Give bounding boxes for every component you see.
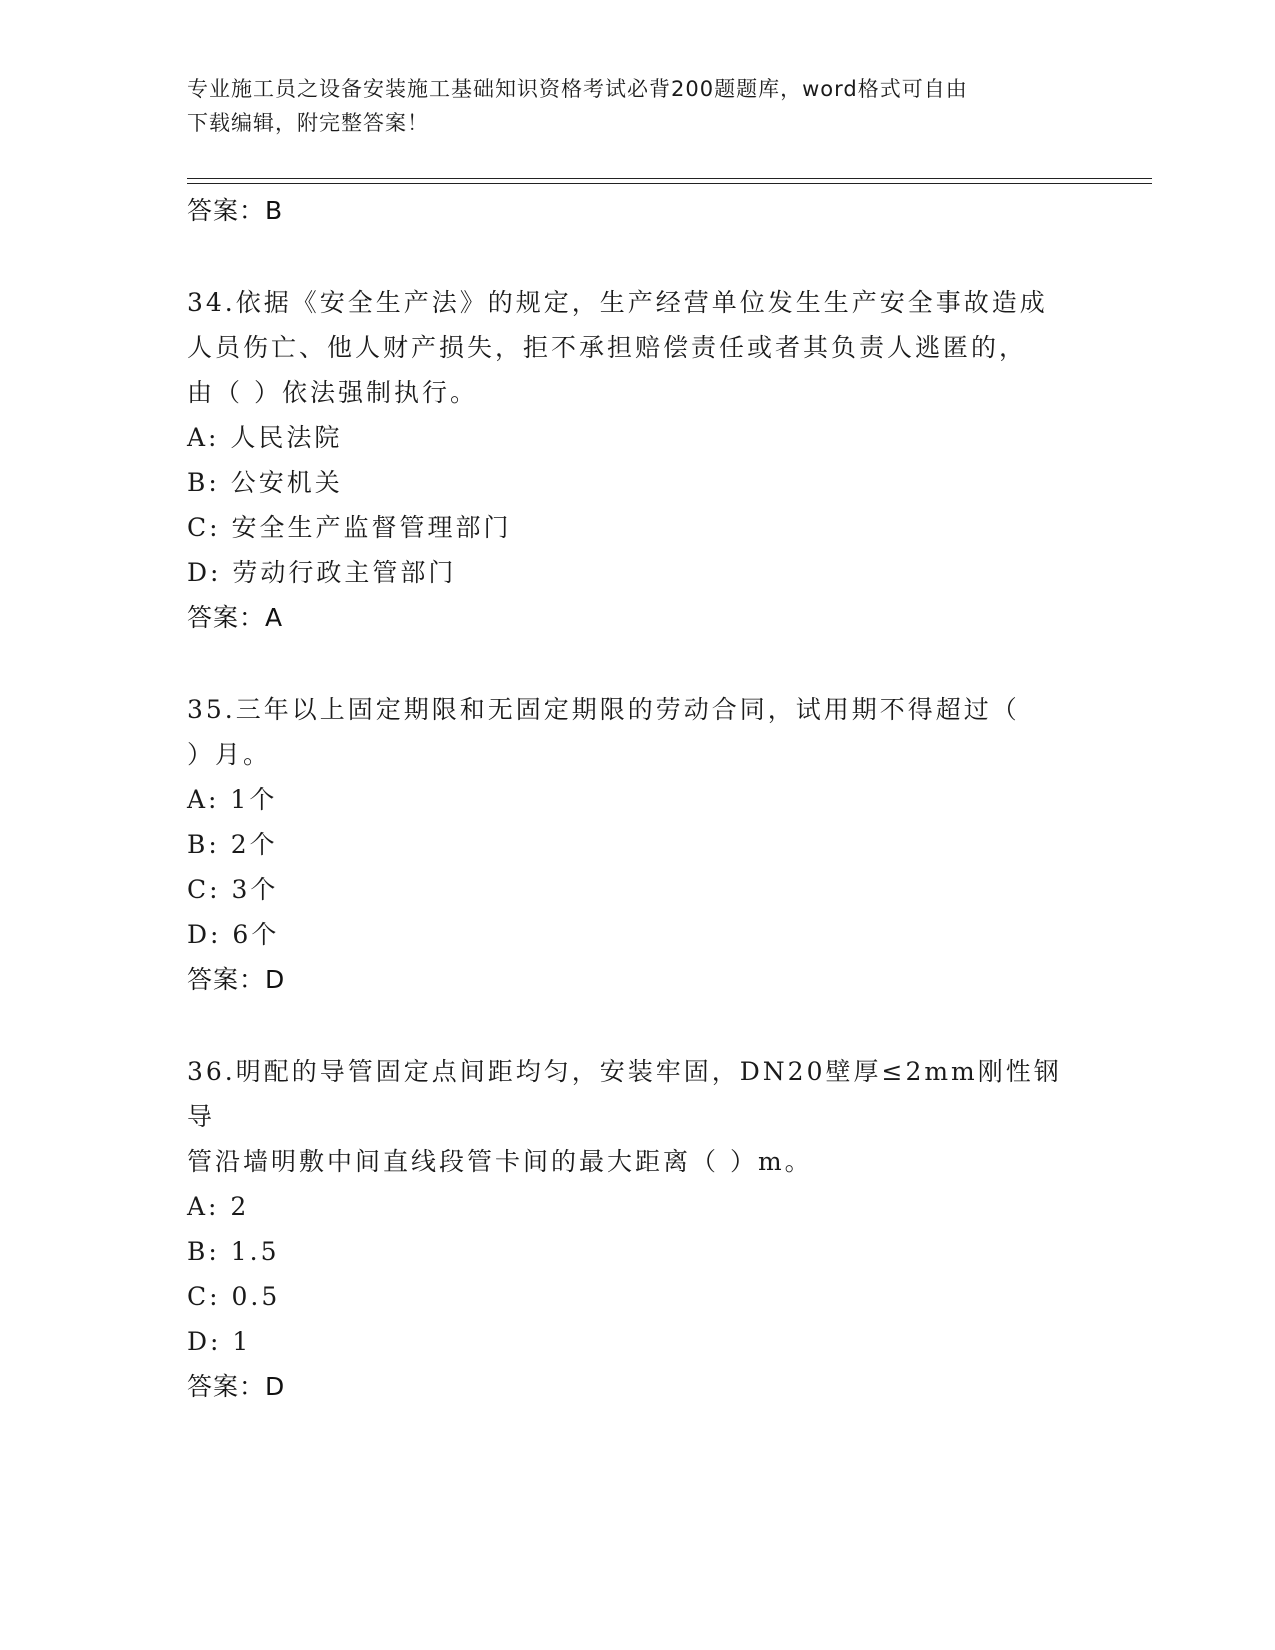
option-d: D: 1	[187, 1327, 252, 1356]
document-header	[187, 72, 1067, 140]
option-d: D: 劳动行政主管部门	[187, 558, 457, 587]
question-line: 35.三年以上固定期限和无固定期限的劳动合同，试用期不得超过（	[187, 695, 1020, 724]
header-divider-top	[187, 178, 1152, 179]
answer-line: 答案：D	[187, 965, 286, 994]
question-line: 人员伤亡、他人财产损失，拒不承担赔偿责任或者其负责人逃匿的，	[187, 333, 1028, 362]
option-a: A: 2	[187, 1192, 250, 1221]
question-line: ）月。	[187, 740, 272, 769]
option-c: C: 3个	[187, 875, 279, 904]
question-line: 由（ ）依法强制执行。	[187, 378, 478, 407]
answer-line: 答案：A	[187, 603, 284, 632]
question-line: 管沿墙明敷中间直线段管卡间的最大距离（ ）m。	[187, 1147, 813, 1176]
option-a: A: 1个	[187, 785, 278, 814]
option-c: C: 安全生产监督管理部门	[187, 513, 512, 542]
answer-line: 答案：D	[187, 1372, 286, 1401]
question-block-34	[187, 280, 1087, 640]
option-b: B: 2个	[187, 830, 278, 859]
answer-line: 答案：B	[187, 196, 284, 225]
question-block-35	[187, 687, 1087, 1002]
question-block-36	[187, 1049, 1087, 1409]
header-line-2: 下载编辑，附完整答案！	[187, 111, 429, 135]
option-b: B: 公安机关	[187, 468, 343, 497]
option-c: C: 0.5	[187, 1282, 281, 1311]
header-line-1: 专业施工员之设备安装施工基础知识资格考试必背200题题库，word格式可自由	[187, 77, 968, 101]
header-divider-bottom	[187, 183, 1152, 184]
option-b: B: 1.5	[187, 1237, 280, 1266]
option-a: A: 人民法院	[187, 423, 343, 452]
option-d: D: 6个	[187, 920, 280, 949]
question-line: 34.依据《安全生产法》的规定，生产经营单位发生生产安全事故造成	[187, 288, 1048, 317]
question-list	[187, 188, 1087, 1409]
question-line: 36.明配的导管固定点间距均匀，安装牢固，DN20壁厚≤2mm刚性钢导	[187, 1057, 1062, 1131]
